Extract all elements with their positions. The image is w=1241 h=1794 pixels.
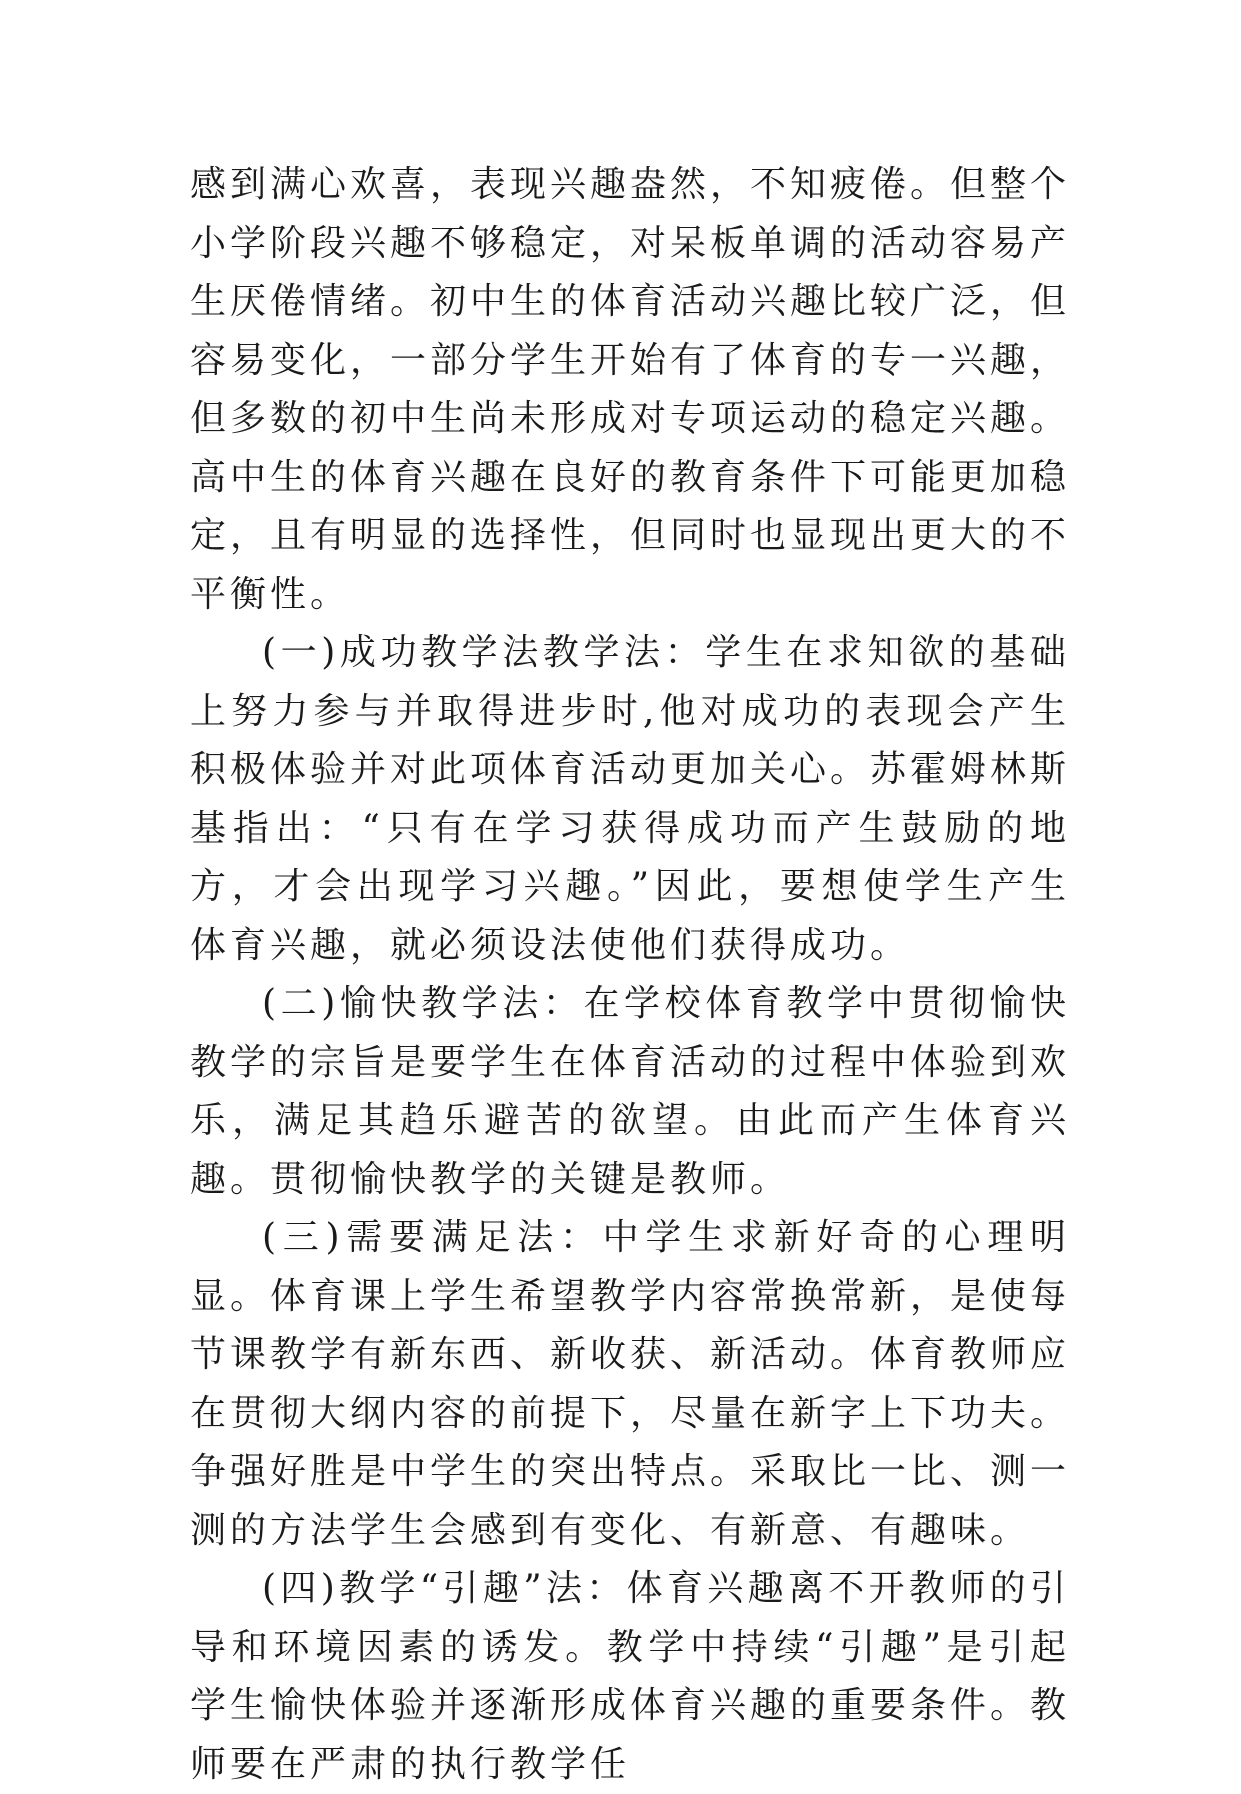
paragraph-happy-method: (二)愉快教学法：在学校体育教学中贯彻愉快教学的宗旨是要学生在体育活动的过程中体验到欢乐，满足其趋乐避苦的欲望。由此而产生体育兴趣。贯彻愉快教学的关键是教师。 (190, 983, 1071, 1200)
paragraph-attract-interest-method: (四)教学“引趣”法：体育兴趣离不开教师的引导和环境因素的诱发。教学中持续“引趣”是引起学生愉快体验并逐渐形成体育兴趣的重要条件。教师要在严肃的执行教学任 (190, 1568, 1071, 1785)
document-body (190, 156, 1070, 1794)
paragraph-success-method: (一)成功教学法教学法：学生在求知欲的基础上努力参与并取得进步时,他对成功的表现会产生积极体验并对此项体育活动更加关心。苏霍姆林斯基指出：“只有在学习获得成功而产生鼓励的地方，才会出现学习兴趣。”因此，要想使学生产生体育兴趣，就必须设法使他们获得成功。 (190, 632, 1071, 966)
paragraph-needs-method: (三)需要满足法：中学生求新好奇的心理明显。体育课上学生希望教学内容常换常新，是使每节课教学有新东西、新收获、新活动。体育教师应在贯彻大纲内容的前提下，尽量在新字上下功夫。争强好胜是中学生的突出特点。采取比一比、测一测的方法学生会感到有变化、有新意、有趣味。 (190, 1217, 1071, 1551)
paragraph-interest-stages: 感到满心欢喜，表现兴趣盎然，不知疲倦。但整个小学阶段兴趣不够稳定，对呆板单调的活动容易产生厌倦情绪。初中生的体育活动兴趣比较广泛，但容易变化，一部分学生开始有了体育的专一兴趣，但多数的初中生尚未形成对专项运动的稳定兴趣。高中生的体育兴趣在良好的教育条件下可能更加稳定，且有明显的选择性，但同时也显现出更大的不平衡性。 (190, 164, 1071, 615)
